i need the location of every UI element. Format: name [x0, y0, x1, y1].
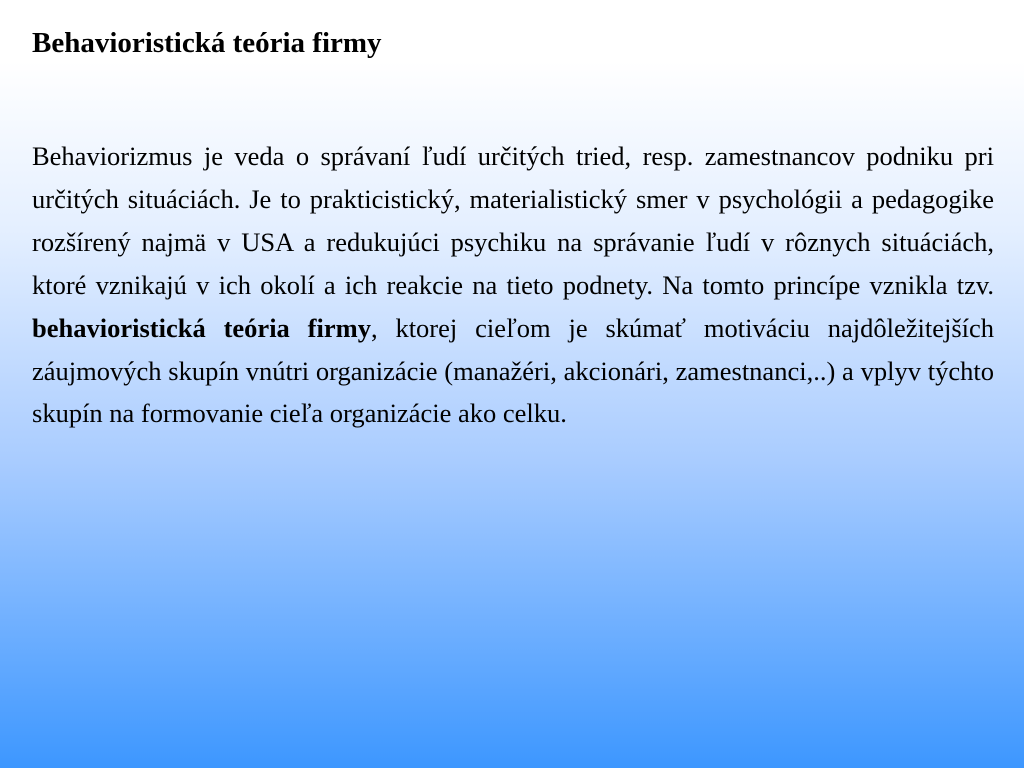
- body-text-after: , ktorej cieľom je skúmať motiváciu najdôležitejších záujmových skupín vnútri organizácie (manažéri, akcionári, zamestnanci,..) a vplyv týchto skupín na formovanie cieľa organizácie ako celku.: [32, 312, 995, 429]
- body-text-before: Behaviorizmus je veda o správaní ľudí určitých tried, resp. zamestnancov podniku pri určitých situáciách. Je to prakticistický, materialistický smer v psychológii a pedagogike rozšírený najmä v USA a redukujúci psychiku na správanie ľudí v rôznych situáciách, ktoré vznikajú v ich okolí a ich reakcie na tieto podnety. Na tomto princípe vznikla tzv.: [32, 141, 994, 300]
- body-bold-term: behavioristická teória firmy: [32, 312, 371, 343]
- slide-body-paragraph: [32, 135, 994, 435]
- slide-title: Behavioristická teória firmy: [32, 27, 382, 59]
